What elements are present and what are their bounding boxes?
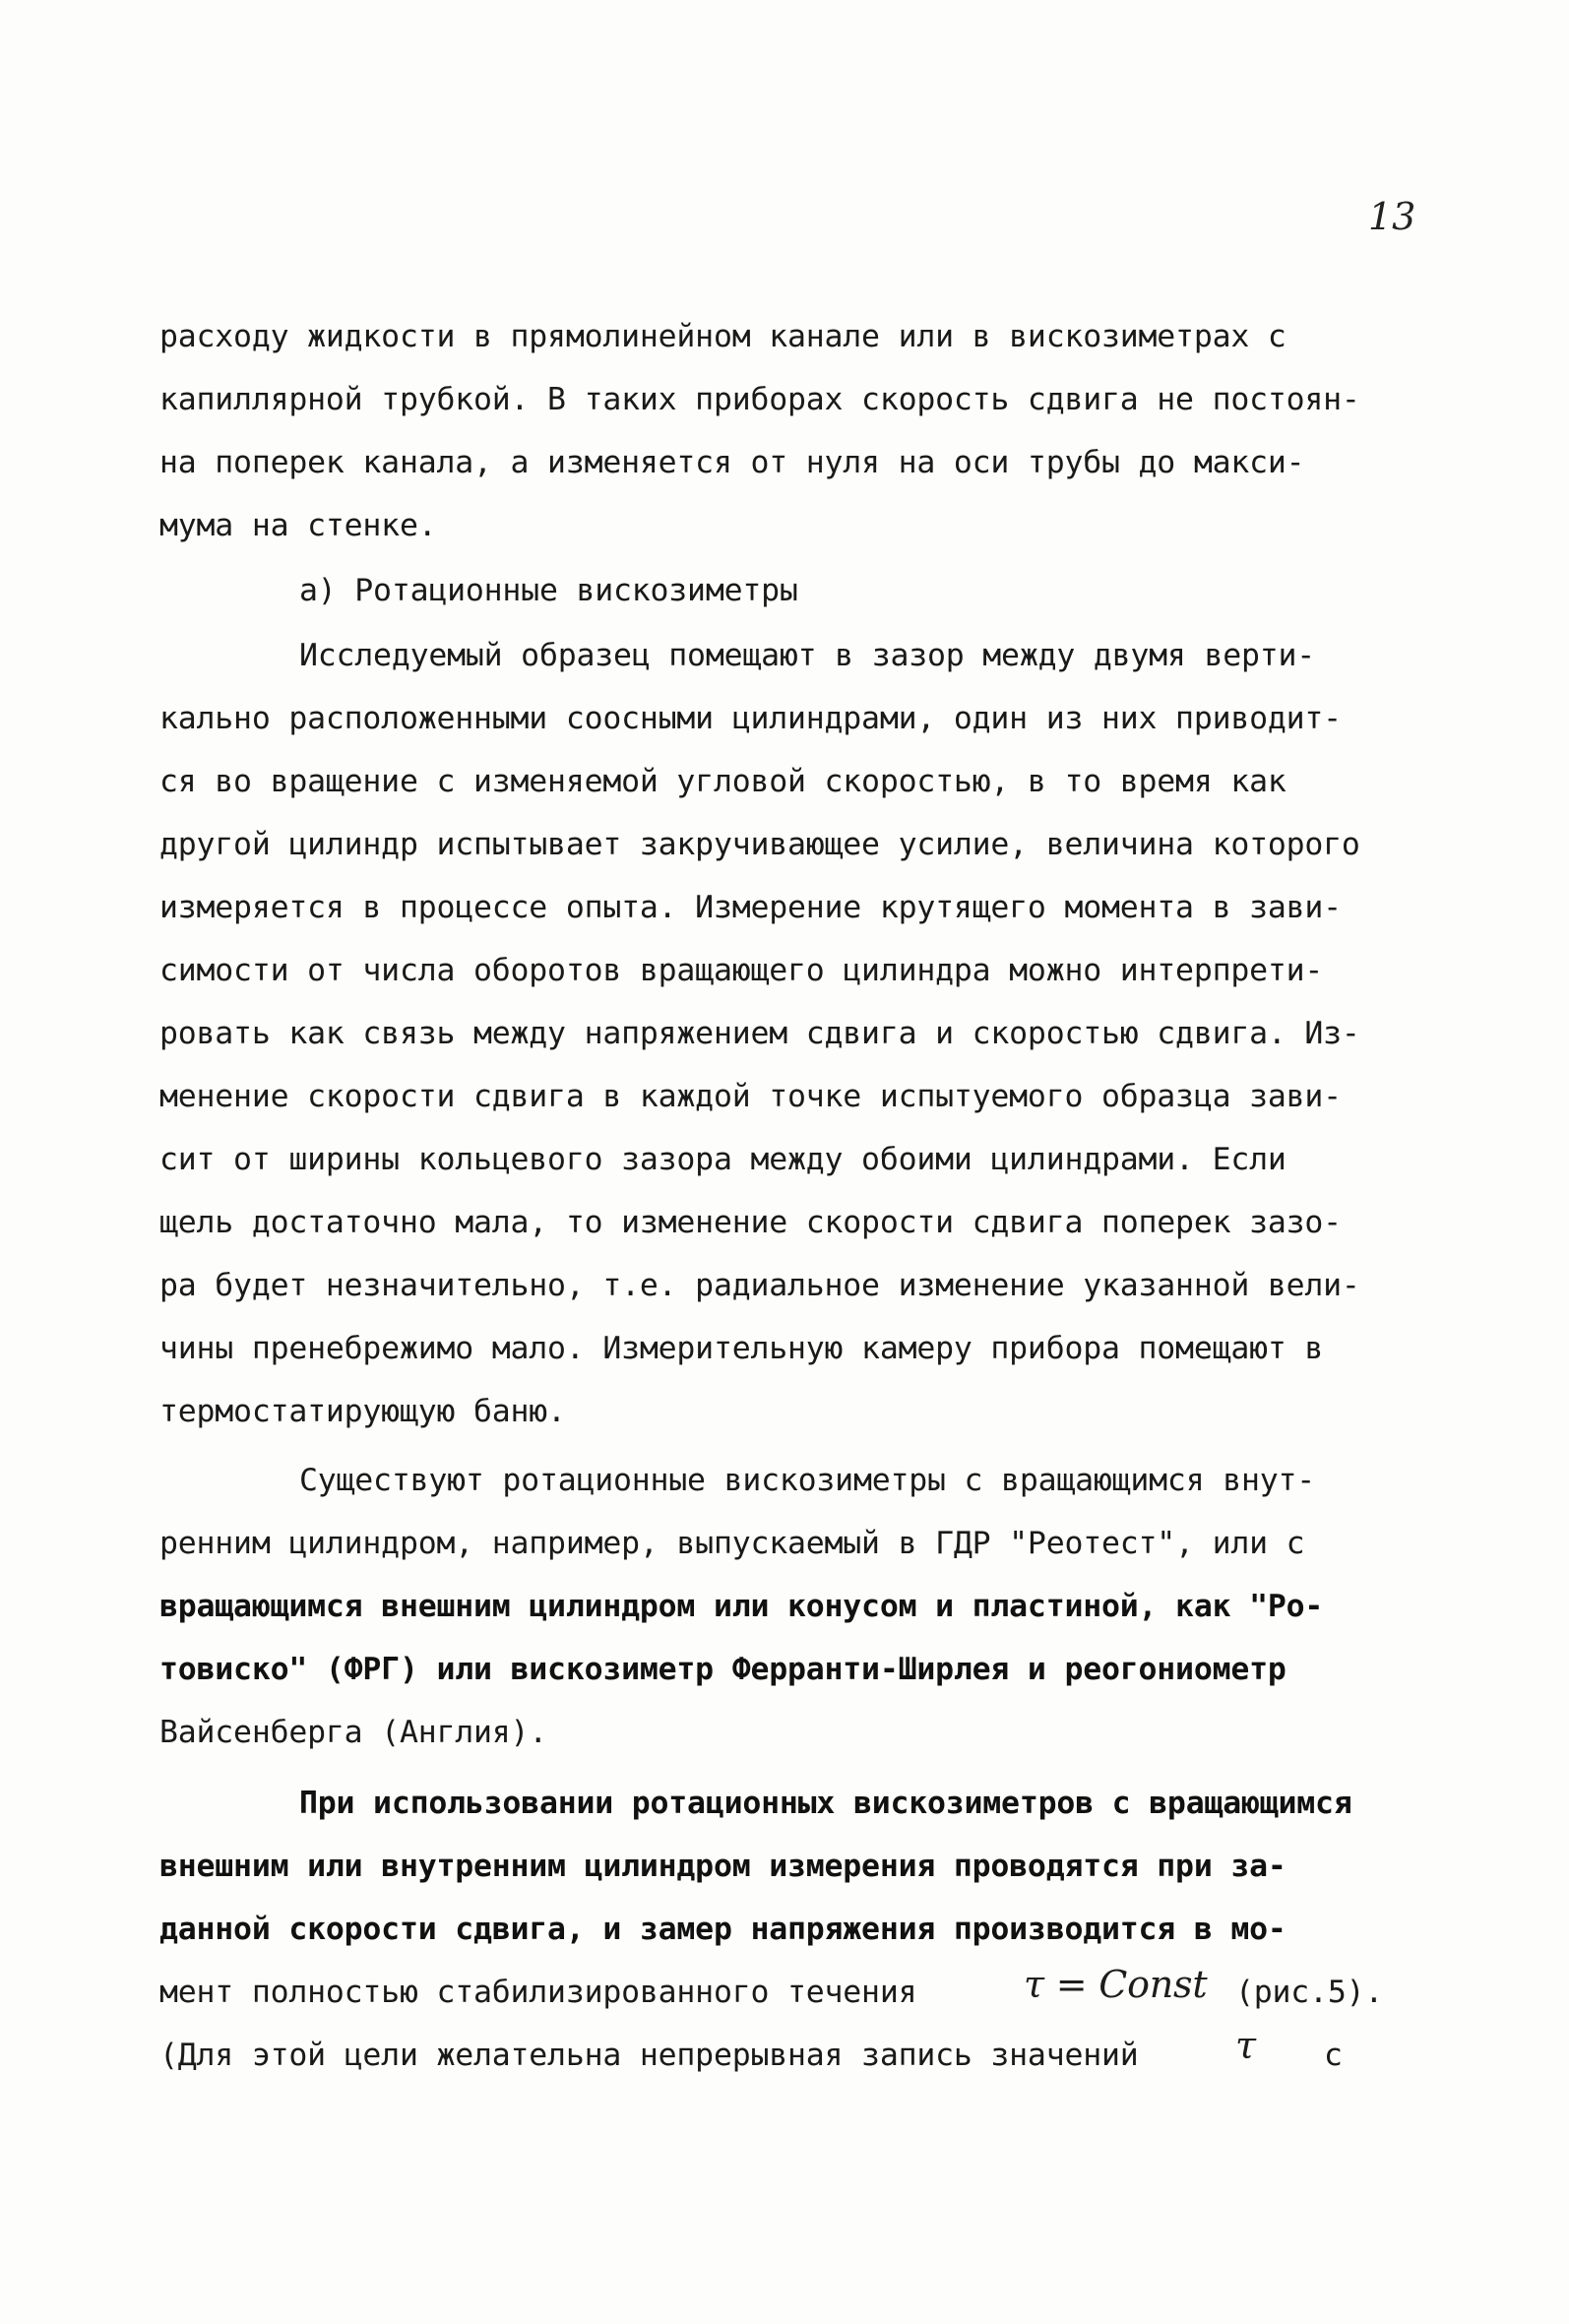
text-line: расходу жидкости в прямолинейном канале или в вискозиметрах с	[159, 319, 1287, 354]
text-line: симости от числа оборотов вращающего цилиндра можно интерпрети-	[159, 953, 1324, 988]
text-line: ровать как связь между напряжением сдвига и скоростью сдвига. Из-	[159, 1016, 1360, 1051]
text-line: внешним или внутренним цилиндром измерения проводятся при за-	[159, 1849, 1287, 1884]
handwritten-formula: τ = Const	[1024, 1963, 1208, 2006]
text-line: данной скорости сдвига, и замер напряжения производится в мо-	[159, 1912, 1287, 1947]
text-line: мент полностью стабилизированного течения	[159, 1975, 917, 2010]
page-number: 13	[1368, 195, 1416, 238]
text-line: ся во вращение с изменяемой угловой скоростью, в то время как	[159, 764, 1287, 799]
text-line: щель достаточно мала, то изменение скорости сдвига поперек зазо-	[159, 1205, 1342, 1240]
section-heading: а) Ротационные вискозиметры	[299, 573, 798, 608]
text-line: (Для этой цели желательна непрерывная запись значений	[159, 2038, 1139, 2073]
figure-reference: (рис.5).	[1235, 1975, 1384, 2010]
text-line: товиско" (ФРГ) или вискозиметр Ферранти-Ширлея и реогониометр	[159, 1652, 1287, 1687]
text-line: термостатирующую баню.	[159, 1394, 566, 1429]
text-line: ра будет незначительно, т.е. радиальное изменение указанной вели-	[159, 1268, 1360, 1303]
text-line: ренним цилиндром, например, выпускаемый в ГДР "Реотест", или с	[159, 1526, 1305, 1561]
text-line: менение скорости сдвига в каждой точке испытуемого образца зави-	[159, 1079, 1342, 1114]
text-line: вращающимся внешним цилиндром или конусом и пластиной, как "Ро-	[159, 1589, 1324, 1624]
text-line: Существуют ротационные вискозиметры с вращающимся внут-	[299, 1463, 1316, 1498]
text-line-end: с	[1324, 2038, 1343, 2073]
text-line: другой цилиндр испытывает закручивающее усилие, величина которого	[159, 827, 1360, 862]
text-line: сит от ширины кольцевого зазора между обоими цилиндрами. Если	[159, 1142, 1287, 1177]
text-line: на поперек канала, а изменяется от нуля на оси трубы до макси-	[159, 445, 1305, 480]
text-line: измеряется в процессе опыта. Измерение крутящего момента в зави-	[159, 890, 1342, 925]
text-line: кально расположенными соосными цилиндрами, один из них приводит-	[159, 701, 1342, 736]
text-line: мума на стенке.	[159, 508, 437, 543]
text-line: капиллярной трубкой. В таких приборах скорость сдвига не постоян-	[159, 382, 1360, 417]
text-line: Вайсенберга (Англия).	[159, 1715, 548, 1750]
handwritten-tau: τ	[1235, 2024, 1256, 2067]
text-line: При использовании ротационных вискозиметров с вращающимся	[299, 1786, 1352, 1821]
text-line: Исследуемый образец помещают в зазор между двумя верти-	[299, 638, 1316, 673]
text-line: чины пренебрежимо мало. Измерительную камеру прибора помещают в	[159, 1331, 1324, 1366]
